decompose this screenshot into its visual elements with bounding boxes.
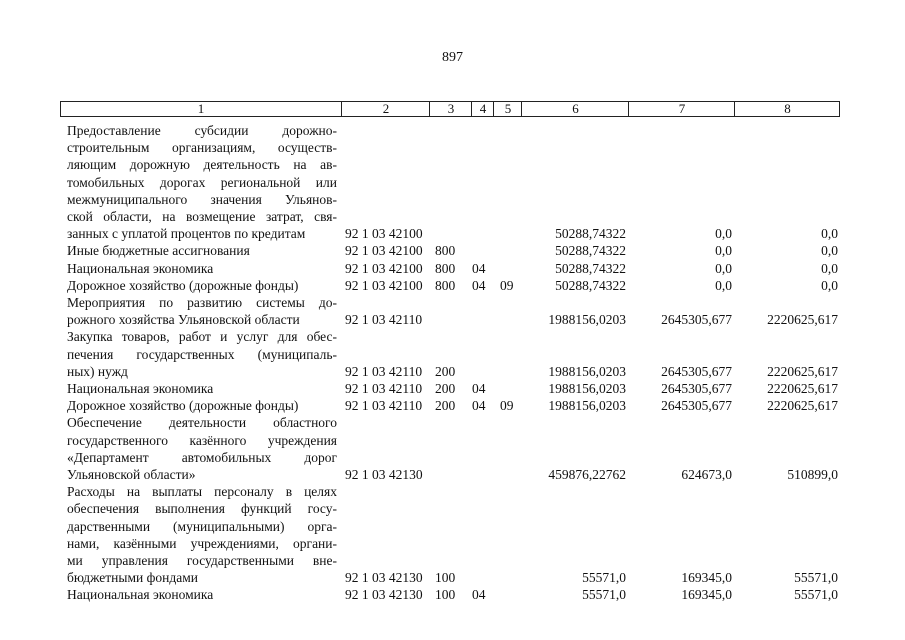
row-description-line: ской области, на возмещение затрат, свя- [67, 209, 337, 224]
row-value-6: 50288,74322 [555, 243, 626, 259]
row-description-line: государственного казённого учреждения [67, 432, 337, 448]
row-value-6: 55571,0 [582, 587, 626, 603]
row-value-8: 0,0 [821, 277, 838, 293]
row-value-7: 0,0 [715, 226, 732, 242]
row-col-5 [500, 380, 520, 397]
row-col-3: 800 [435, 260, 456, 276]
row-description-line: обеспечения выполнения функций госу- [67, 501, 337, 517]
row-value-6: 1988156,0203 [548, 312, 626, 328]
header-col-6: 6 [521, 102, 629, 116]
row-code: 92 1 03 42100 [345, 243, 423, 259]
row-description-line: Дорожное хозяйство (дорожные фонды) [67, 398, 299, 414]
row-code: 92 1 03 42130 [345, 587, 423, 603]
row-description-line: нами, казёнными учреждениями, органи- [67, 535, 337, 551]
row-description-line: Расходы на выплаты персоналу в целях [67, 484, 337, 500]
row-description-line: ляющим дорожную деятельность на ав- [67, 157, 337, 173]
row-col-5 [500, 363, 520, 380]
row-description-line: рожного хозяйства Ульяновской области [67, 312, 300, 328]
row-code: 92 1 03 42100 [345, 277, 423, 293]
row-value-6: 55571,0 [582, 570, 626, 586]
row-description-line: строительным организациям, осуществ- [67, 140, 337, 156]
row-code: 92 1 03 42110 [345, 381, 423, 396]
row-col-3 [435, 225, 471, 242]
row-description-line: Национальная экономика [67, 381, 214, 396]
row-code: 92 1 03 42100 [345, 226, 423, 242]
row-col-3: 200 [435, 381, 456, 396]
row-description-line: дарственными (муниципальными) орга- [67, 518, 337, 534]
row-value-6: 459876,22762 [548, 467, 626, 482]
row-value-8: 2220625,617 [767, 363, 838, 379]
row-col-5: 09 [500, 398, 514, 414]
row-value-7: 0,0 [715, 277, 732, 293]
row-code: 92 1 03 42110 [345, 363, 423, 379]
row-value-8: 2220625,617 [767, 312, 838, 328]
row-value-7: 624673,0 [681, 467, 732, 482]
row-col-4: 04 [472, 587, 486, 603]
row-description-line: занных с уплатой процентов по кредитам [67, 226, 306, 242]
header-col-2: 2 [341, 102, 430, 116]
row-col-4: 04 [472, 398, 486, 414]
row-value-6: 1988156,0203 [548, 363, 626, 379]
row-value-7: 169345,0 [681, 570, 732, 586]
row-value-8: 2220625,617 [767, 381, 838, 396]
row-description-line: печения государственных (муниципаль- [67, 346, 337, 362]
row-value-7: 169345,0 [681, 587, 732, 603]
row-col-5 [500, 225, 520, 242]
row-col-4: 04 [472, 277, 486, 293]
row-description-line: Национальная экономика [67, 587, 214, 603]
row-value-8: 510899,0 [787, 467, 838, 482]
header-col-8: 8 [734, 102, 840, 116]
row-description-line: ных) нужд [67, 363, 128, 379]
row-value-8: 0,0 [821, 226, 838, 242]
row-col-4: 04 [472, 260, 486, 276]
row-col-5 [500, 242, 520, 259]
row-value-7: 2645305,677 [661, 363, 732, 379]
row-description-line: ми управления государственными вне- [67, 553, 337, 568]
row-col-5 [500, 466, 520, 483]
row-col-3: 200 [435, 363, 456, 379]
row-code: 92 1 03 42130 [345, 467, 423, 482]
row-col-5: 09 [500, 277, 514, 293]
row-col-5 [500, 569, 520, 586]
row-description-line: бюджетными фондами [67, 570, 198, 586]
row-code: 92 1 03 42110 [345, 312, 423, 328]
header-col-4: 4 [471, 102, 494, 116]
row-description-line: Иные бюджетные ассигнования [67, 243, 250, 259]
row-col-3 [435, 311, 471, 328]
row-value-6: 50288,74322 [555, 277, 626, 293]
row-description-line: томобильных дорогах региональной или [67, 174, 337, 190]
header-col-3: 3 [429, 102, 472, 116]
row-value-6: 50288,74322 [555, 260, 626, 276]
row-col-4 [472, 311, 498, 328]
row-description-line: Закупка товаров, работ и услуг для обес- [67, 329, 337, 345]
row-col-3: 800 [435, 243, 456, 259]
header-col-7: 7 [628, 102, 735, 116]
row-col-5 [500, 260, 520, 277]
row-value-6: 50288,74322 [555, 226, 626, 242]
row-value-8: 0,0 [821, 243, 838, 259]
row-code: 92 1 03 42100 [345, 260, 423, 276]
page-number: 897 [442, 50, 463, 65]
header-col-5: 5 [493, 102, 522, 116]
row-value-8: 55571,0 [794, 587, 838, 603]
row-col-3: 100 [435, 570, 456, 586]
row-col-5 [500, 311, 520, 328]
row-description-line: Предоставление субсидии дорожно- [67, 123, 337, 138]
row-description-line: Дорожное хозяйство (дорожные фонды) [67, 277, 299, 293]
row-value-8: 55571,0 [794, 570, 838, 586]
row-col-4 [472, 242, 498, 259]
row-value-7: 2645305,677 [661, 381, 732, 396]
row-code: 92 1 03 42110 [345, 398, 423, 414]
row-col-4: 04 [472, 381, 486, 396]
row-col-3 [435, 466, 471, 483]
row-value-7: 0,0 [715, 260, 732, 276]
row-value-8: 2220625,617 [767, 398, 838, 414]
row-value-7: 2645305,677 [661, 312, 732, 328]
row-col-3: 800 [435, 277, 456, 293]
row-description-line: Национальная экономика [67, 260, 214, 276]
table-header [60, 101, 840, 117]
row-col-4 [472, 363, 498, 380]
row-code: 92 1 03 42130 [345, 570, 423, 586]
row-col-3: 200 [435, 398, 456, 414]
row-description-line: «Департамент автомобильных дорог [67, 449, 337, 465]
row-value-7: 2645305,677 [661, 398, 732, 414]
row-value-6: 1988156,0203 [548, 381, 626, 396]
row-col-3: 100 [435, 587, 456, 603]
row-description-line: Обеспечение деятельности областного [67, 415, 337, 431]
row-description-line: Мероприятия по развитию системы до- [67, 295, 337, 310]
row-value-8: 0,0 [821, 260, 838, 276]
row-col-4 [472, 466, 498, 483]
row-value-6: 1988156,0203 [548, 398, 626, 414]
row-col-4 [472, 225, 498, 242]
header-col-1: 1 [197, 101, 205, 116]
row-col-5 [500, 586, 520, 603]
row-value-7: 0,0 [715, 243, 732, 259]
row-description-line: Ульяновской области» [67, 467, 196, 482]
row-description-line: межмуниципального значения Ульянов- [67, 191, 337, 207]
row-col-4 [472, 569, 498, 586]
